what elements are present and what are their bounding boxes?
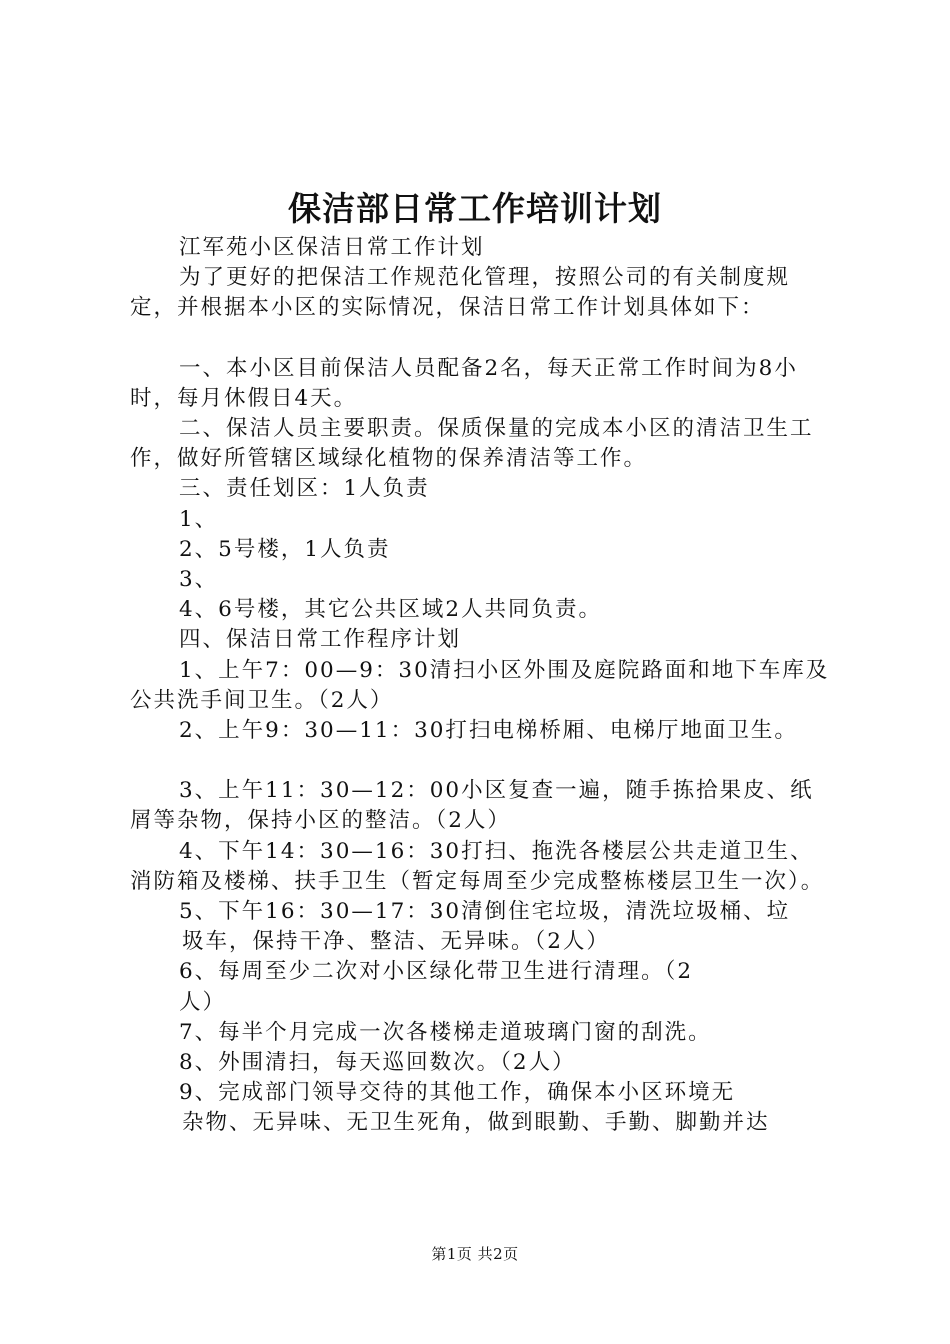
schedule-item: 3、上午11：30—12：00小区复查一遍，随手拣拾果皮、纸屑等杂物，保持小区的整洁。（2人） [130, 778, 814, 834]
schedule-item-continued: 圾车，保持干净、整洁、无异味。（2人） [182, 929, 610, 955]
list-item: 1、 [179, 506, 219, 532]
schedule-item: 9、完成部门领导交待的其他工作，确保本小区环境无 [179, 1080, 736, 1106]
schedule-item-continued: 杂物、无异味、无卫生死角，做到眼勤、手勤、脚勤并达 [182, 1110, 770, 1136]
paragraph-subtitle: 江军苑小区保洁日常工作计划 [179, 235, 485, 260]
schedule-item: 7、每半个月完成一次各楼梯走道玻璃门窗的刮洗。 [179, 1019, 712, 1045]
schedule-item: 4、下午14：30—16：30打扫、拖洗各楼层公共走道卫生、消防箱及楼梯、扶手卫生（暂定每周至少完成整栋楼层卫生一次）。 [130, 838, 825, 894]
schedule-item: 8、外围清扫，每天巡回数次。（2人） [179, 1050, 576, 1076]
paragraph-section-4: 四、保洁日常工作程序计划 [179, 627, 462, 653]
list-item: 4、6号楼，其它公共区域2人共同负责。 [179, 597, 603, 623]
schedule-item: 5、下午16：30—17：30清倒住宅垃圾，清洗垃圾桶、垃 [179, 899, 791, 925]
schedule-item: 6、每周至少二次对小区绿化带卫生进行清理。（2 [179, 959, 694, 985]
document-title: 保洁部日常工作培训计划 [288, 189, 662, 228]
paragraph-section-2: 二、保洁人员主要职责。保质保量的完成本小区的清洁卫生工作，做好所管辖区域绿化植物的保养清洁等工作。 [130, 416, 814, 472]
paragraph-section-1: 一、本小区目前保洁人员配备2名，每天正常工作时间为8小时，每月休假日4天。 [130, 355, 798, 411]
blank-line [130, 746, 830, 776]
paragraph-section-3: 三、责任划区：1人负责 [179, 476, 430, 502]
page-footer: 第1页 共2页 [431, 1245, 519, 1263]
paragraph-intro: 为了更好的把保洁工作规范化管理，按照公司的有关制度规定，并根据本小区的实际情况，保洁日常工作计划具体如下： [130, 265, 791, 321]
list-item: 3、 [179, 567, 219, 593]
schedule-item-continued: 人） [179, 989, 227, 1015]
blank-line [130, 324, 830, 354]
schedule-item: 2、上午9：30—11：30打扫电梯桥厢、电梯厅地面卫生。 [179, 718, 798, 744]
schedule-item: 1、上午7：00—9：30清扫小区外围及庭院路面和地下车库及公共洗手间卫生。（2人） [130, 657, 830, 713]
list-item: 2、5号楼，1人负责 [179, 536, 391, 562]
document-body [130, 233, 830, 1139]
